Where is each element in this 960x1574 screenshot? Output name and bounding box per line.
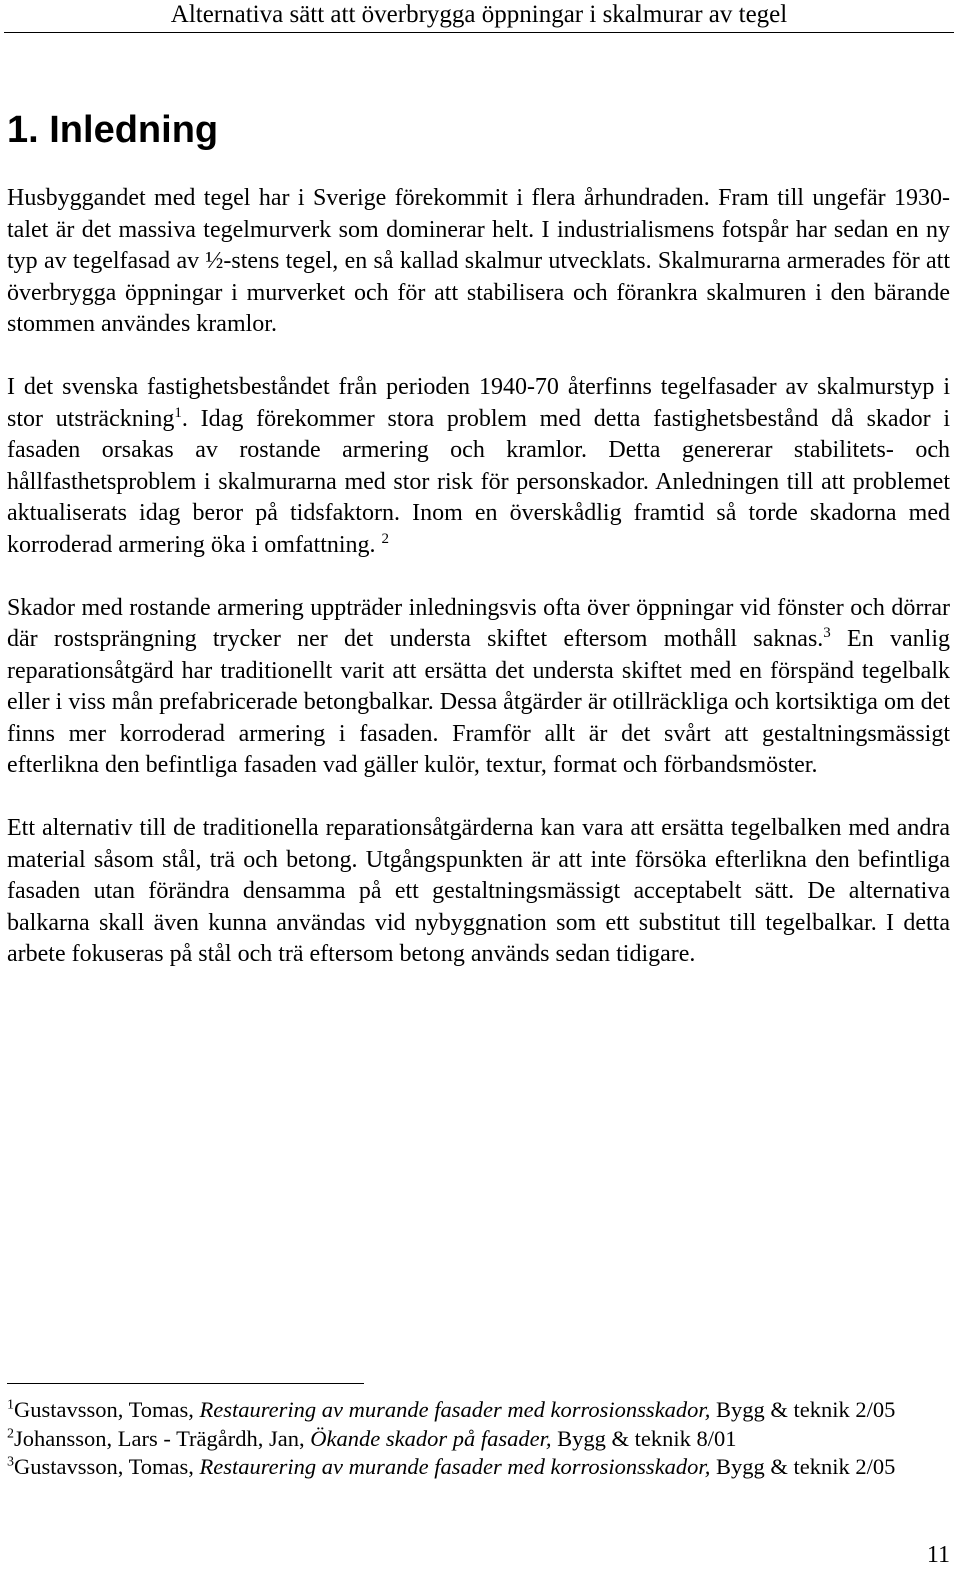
- footnote-ref-2: 2: [381, 530, 390, 547]
- chapter-title: 1. Inledning: [7, 109, 219, 151]
- footnote-author: Gustavsson, Tomas,: [14, 1454, 200, 1479]
- footnote-3: [7, 1453, 950, 1482]
- footnote-source: Bygg & teknik 2/05: [710, 1454, 896, 1479]
- footnote-separator: [7, 1383, 364, 1384]
- paragraph-4: Ett alternativ till de traditionella reparationsåtgärderna kan vara att ersätta tegelbalken med andra material såsom stål, trä och betong. Utgångspunkten är att inte försöka efterlikna den befintliga fasaden utan förändra densamma på ett gestaltningsmässigt acceptabelt sätt. De alternativa balkarna skall även kunna användas vid nybyggnation som ett substitut till tegelbalkar. I detta arbete fokuseras på stål och trä eftersom betong används sedan tidigare.: [7, 815, 950, 967]
- body-text: [7, 183, 950, 1002]
- paragraph-3-text-b: En vanlig reparationsåtgärd har traditionellt varit att ersätta det understa skiftet med en förspänd tegelbalk eller i viss mån prefabricerade betongbalkar. Dessa åtgärder är otillräckliga och kortsiktiga om det finns mer korroderad armering i fasaden. Framför allt är det svårt att gestaltningsmässigt efterlikna den befintliga fasaden vad gäller kulör, textur, format och förbandsmöster.: [7, 626, 950, 778]
- page-number: 11: [926, 1542, 950, 1568]
- footnote-title: Ökande skador på fasader,: [310, 1425, 552, 1451]
- footnote-number: 1: [7, 1397, 14, 1413]
- paragraph-1: Husbyggandet med tegel har i Sverige förekommit i flera århundraden. Fram till ungefär 1930-talet är det massiva tegelmurverk som dominerar helt. I industrialismens fotspår har sedan en ny typ av tegelfasad av ½-stens tegel, en så kallad skalmur utvecklats. Skalmurarna armerades för att överbrygga öppningar i murverket och för att stabilisera och förankra skalmuren i den bärande stommen användes kramlor.: [7, 185, 950, 337]
- footnote-number: 2: [7, 1426, 14, 1441]
- paragraph-3-text-a: Skador med rostande armering uppträder inledningsvis ofta över öppningar vid fönster och dörrar där rostsprängning trycker ner det understa skiftet eftersom mothåll saknas.: [7, 594, 950, 652]
- footnote-1: [7, 1396, 950, 1425]
- running-header: Alternativa sätt att överbrygga öppningar i skalmurar av tegel: [4, 0, 954, 33]
- paragraph-2-text-a: I det svenska fastighetsbeståndet från perioden 1940-70 återfinns tegelfasader av skalmurstyp i stor utsträckning: [7, 374, 950, 432]
- footnote-2: [7, 1425, 950, 1454]
- footnote-source: Bygg & teknik 8/01: [551, 1425, 737, 1451]
- footnote-number: 3: [7, 1454, 14, 1470]
- footnotes: [7, 1396, 950, 1482]
- footnote-ref-3: 3: [823, 625, 831, 641]
- footnote-ref-1: 1: [174, 404, 182, 421]
- paragraph-3: [7, 593, 950, 782]
- footnote-author: Johansson, Lars - Trägårdh, Jan,: [14, 1425, 311, 1451]
- footnote-source: Bygg & teknik 2/05: [710, 1397, 896, 1422]
- paragraph-2: [7, 372, 950, 561]
- footnote-author: Gustavsson, Tomas,: [14, 1397, 200, 1422]
- paragraph-2-text-b: . Idag förekommer stora problem med detta fastighetsbestånd då skador i fasaden orsakas av rostande armering och kramlor. Detta genererar stabilitets- och hållfasthetsproblem i skalmurarna med stor risk för personskador. Anledningen till att problemet aktualiserats idag beror på tidsfaktorn. Inom en överskådlig framtid så torde skadorna med korroderad armering öka i omfattning.: [7, 405, 951, 558]
- footnote-title: Restaurering av murande fasader med korrosionsskador,: [199, 1397, 711, 1422]
- footnote-title: Restaurering av murande fasader med korrosionsskador,: [199, 1454, 711, 1479]
